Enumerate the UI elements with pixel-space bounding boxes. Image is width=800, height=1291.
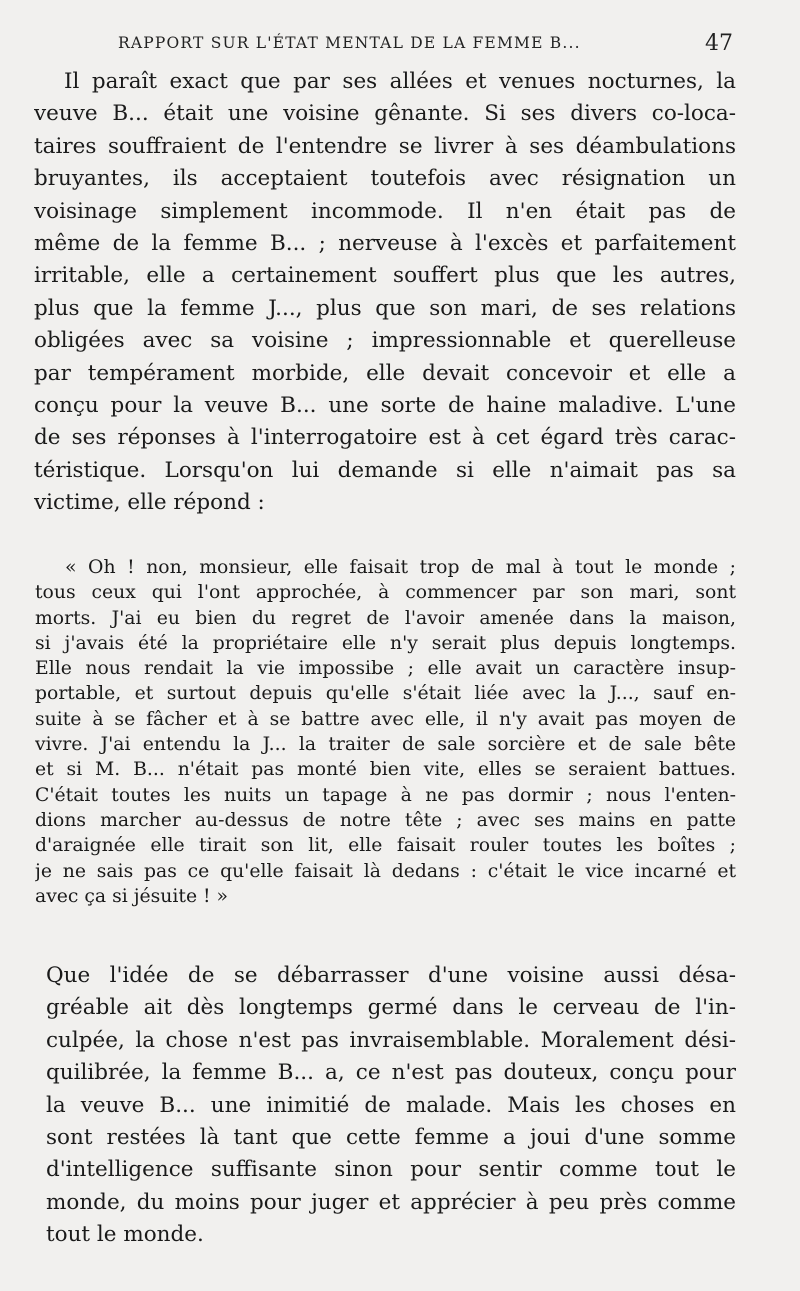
quote-line: vivre. J'ai entendu la J... la traiter de sale sorcière et de sale bête xyxy=(35,734,736,756)
quote-line: « Oh ! non, monsieur, elle faisait trop de mal à tout le monde ; xyxy=(65,557,736,578)
text-line: la veuve B... une inimitié de malade. Mais les choses en xyxy=(46,1092,736,1118)
running-title: RAPPORT SUR L'ÉTAT MENTAL DE LA FEMME B... xyxy=(118,34,581,52)
quote-line: et si M. B... n'était pas monté bien vite, elles se seraient battues. xyxy=(35,759,736,781)
paragraph-3 xyxy=(46,960,736,1252)
quote-line: C'était toutes les nuits un tapage à ne pas dormir ; nous l'enten- xyxy=(35,784,736,806)
text-line: par tempérament morbide, elle devait concevoir et elle a xyxy=(34,360,736,386)
running-head xyxy=(118,31,733,58)
text-line: tout le monde. xyxy=(46,1222,204,1248)
text-line: monde, du moins pour juger et apprécier à peu près comme xyxy=(46,1189,736,1215)
text-line: gréable ait dès longtemps germé dans le cerveau de l'in- xyxy=(46,995,736,1021)
text-line: de ses réponses à l'interrogatoire est à cet égard très carac- xyxy=(34,425,736,451)
quote-line: d'araignée elle tirait son lit, elle faisait rouler toutes les boîtes ; xyxy=(35,835,736,857)
text-line: Que l'idée de se débarrasser d'une voisine aussi désa- xyxy=(46,963,736,988)
text-line: victime, elle répond : xyxy=(34,490,265,516)
quote-line: avec ça si jésuite ! » xyxy=(35,885,229,907)
quote-line: dions marcher au-dessus de notre tête ; avec ses mains en patte xyxy=(35,809,736,831)
text-line: voisinage simplement incommode. Il n'en était pas de xyxy=(34,198,736,224)
text-line: irritable, elle a certainement souffert plus que les autres, xyxy=(34,263,736,289)
text-line: obligées avec sa voisine ; impressionnable et querelleuse xyxy=(34,328,736,354)
quote-line: morts. J'ai eu bien du regret de l'avoir amenée dans la maison, xyxy=(35,607,736,629)
page-number: 47 xyxy=(705,31,733,56)
text-line: sont restées là tant que cette femme a joui d'une somme xyxy=(46,1124,736,1150)
text-line: bruyantes, ils acceptaient toutefois avec résignation un xyxy=(34,166,736,192)
quote-line: Elle nous rendait la vie impossibe ; elle avait un caractère insup- xyxy=(35,658,736,680)
text-line: d'intelligence suffisante sinon pour sentir comme tout le xyxy=(46,1157,736,1183)
text-line: culpée, la chose n'est pas invraisemblable. Moralement dési- xyxy=(46,1027,736,1053)
quote-line: suite à se fâcher et à se battre avec elle, il n'y avait pas moyen de xyxy=(35,708,736,730)
text-line: même de la femme B... ; nerveuse à l'excès et parfaitement xyxy=(34,230,736,256)
quote-line: je ne sais pas ce qu'elle faisait là dedans : c'était le vice incarné et xyxy=(35,860,736,882)
quote-line: portable, et surtout depuis qu'elle s'était liée avec la J..., sauf en- xyxy=(35,683,736,705)
text-line: quilibrée, la femme B... a, ce n'est pas douteux, conçu pour xyxy=(46,1060,736,1086)
paragraph-1 xyxy=(34,66,736,519)
text-line: plus que la femme J..., plus que son mari, de ses relations xyxy=(34,295,736,321)
text-line: conçu pour la veuve B... une sorte de haine maladive. L'une xyxy=(34,392,736,418)
quoted-testimony xyxy=(35,555,736,909)
text-line: taires souffraient de l'entendre se livrer à ses déambulations xyxy=(34,133,736,159)
text-line: veuve B... était une voisine gênante. Si ses divers co-loca- xyxy=(34,101,736,127)
quote-line: si j'avais été la propriétaire elle n'y serait plus depuis longtemps. xyxy=(35,632,736,654)
quote-line: tous ceux qui l'ont approchée, à commencer par son mari, sont xyxy=(35,582,736,604)
text-line: téristique. Lorsqu'on lui demande si elle n'aimait pas sa xyxy=(34,457,736,483)
text-line: Il paraît exact que par ses allées et venues nocturnes, la xyxy=(64,69,736,94)
